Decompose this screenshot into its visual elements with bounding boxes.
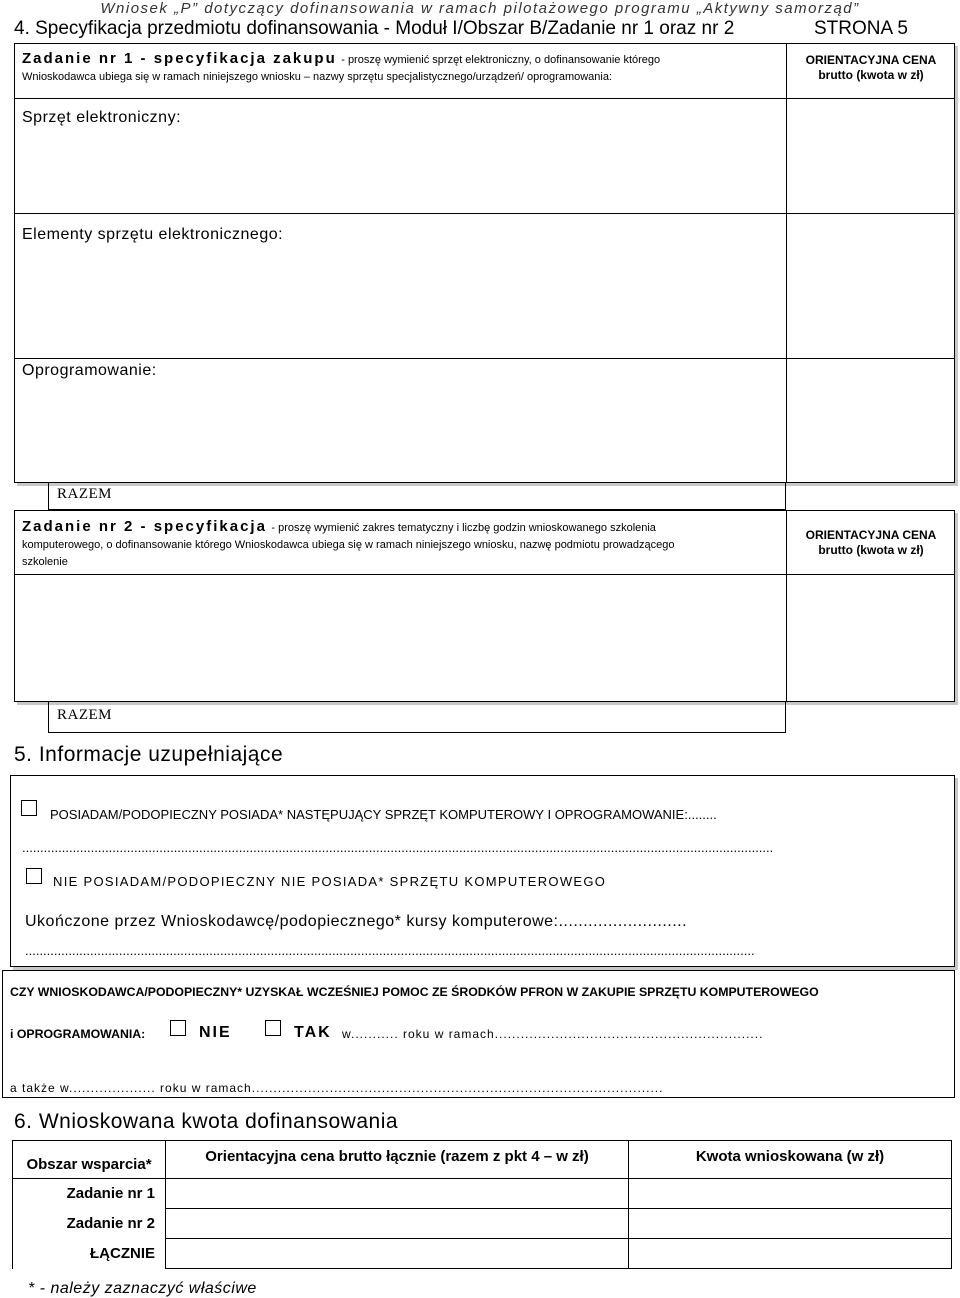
row-label: ŁĄCZNIE: [13, 1239, 166, 1269]
task1-header-divider: [14, 98, 955, 99]
checkbox-has-equipment[interactable]: [21, 800, 37, 816]
task1-header: [22, 51, 782, 85]
amount-cell[interactable]: [629, 1239, 952, 1269]
task1-total-row: [48, 483, 786, 510]
task1-heading: Zadanie nr 1 - specyfikacja zakupu: [22, 50, 337, 67]
table-header-row: [13, 1141, 952, 1179]
yes-details: w........... roku w ramach..............................................................: [342, 1027, 764, 1041]
row-label-software: Oprogramowanie:: [22, 362, 157, 379]
total-label: RAZEM: [57, 486, 112, 502]
task2-description-cont: komputerowego, o dofinansowanie którego Wnioskodawca ubiega się w ramach niniejszego wniosku, nazwę podmiotu prowadzącego: [22, 539, 675, 551]
row-label: Zadanie nr 1: [13, 1179, 166, 1209]
pfron-question: CZY WNIOSKODAWCA/PODOPIECZNY* UZYSKAŁ WCZEŚNIEJ POMOC ZE ŚRODKÓW PFRON W ZAKUPIE SPRZĘTU KOMPUTEROWEGO: [10, 985, 819, 999]
task1-description: - proszę wymienić sprzęt elektroniczny, o dofinansowanie którego: [341, 54, 661, 66]
task1-price-header: [790, 53, 952, 83]
price-label: ORIENTACYJNA CENA: [805, 53, 937, 67]
table-row: [13, 1209, 952, 1239]
option-has-equipment-cont: ................................................................................................................................................................................................................: [22, 840, 774, 855]
amount-cell[interactable]: [629, 1179, 952, 1209]
footnote: * - należy zaznaczyć właściwe: [28, 1280, 257, 1297]
option-no-equipment: NIE POSIADAM/PODOPIECZNY NIE POSIADA* SPRZĘTU KOMPUTEROWEGO: [53, 874, 607, 889]
price-unit-label: brutto (kwota w zł): [818, 543, 924, 557]
checkbox-no-equipment[interactable]: [26, 868, 42, 884]
task1-row-divider: [14, 213, 955, 214]
section4-title-text: 4. Specyfikacja przedmiotu dofinansowania - Moduł I/Obszar B/Zadanie nr 1 oraz nr 2: [14, 18, 735, 39]
task2-header-divider: [14, 574, 955, 575]
price-cell[interactable]: [166, 1179, 629, 1209]
column-header: Orientacyjna cena brutto łącznie (razem z pkt 4 – w zł): [166, 1141, 629, 1179]
task2-header: [22, 519, 782, 570]
also-details: a także w.................... roku w ramach...............................................................................................: [10, 1081, 664, 1095]
task2-total-row: [48, 702, 786, 733]
amount-cell[interactable]: [629, 1209, 952, 1239]
section5-box: [10, 775, 955, 967]
checkbox-yes[interactable]: [265, 1020, 281, 1036]
section5-title: 5. Informacje uzupełniające: [14, 743, 284, 766]
task2-column-divider: [786, 510, 787, 702]
funding-table: [12, 1140, 952, 1269]
row-label-equipment: Sprzęt elektroniczny:: [22, 109, 182, 126]
row-label-equipment-parts: Elementy sprzętu elektronicznego:: [22, 226, 284, 243]
completed-courses: Ukończone przez Wnioskodawcę/podopiecznego* kursy komputerowe:..........................: [25, 913, 688, 930]
page-number: STRONA 5: [814, 18, 908, 39]
price-label: ORIENTACYJNA CENA: [805, 528, 937, 542]
table-row: [13, 1239, 952, 1269]
price-cell[interactable]: [166, 1239, 629, 1269]
task2-description-end: szkolenie: [22, 556, 68, 568]
price-unit-label: brutto (kwota w zł): [818, 68, 924, 82]
option-has-equipment: POSIADAM/PODOPIECZNY POSIADA* NASTĘPUJĄCY SPRZĘT KOMPUTEROWY I OPROGRAMOWANIE:........: [50, 807, 717, 822]
section6-title: 6. Wnioskowana kwota dofinansowania: [14, 1110, 399, 1133]
answer-yes: TAK: [294, 1024, 332, 1041]
section4-title: [14, 18, 944, 42]
task1-column-divider: [786, 43, 787, 483]
completed-courses-cont: ..........................................................................................................................................................................................................: [25, 943, 755, 958]
total-label: RAZEM: [57, 707, 112, 723]
column-header: Kwota wnioskowana (w zł): [629, 1141, 952, 1179]
task1-row-divider: [14, 358, 955, 359]
row-label: Zadanie nr 2: [13, 1209, 166, 1239]
column-header: Obszar wsparcia*: [13, 1141, 166, 1179]
task1-description-cont: Wnioskodawca ubiega się w ramach niniejszego wniosku – nazwy sprzętu specjalistycznego/urządzeń/ oprogramowania:: [22, 71, 613, 83]
table-row: [13, 1179, 952, 1209]
task2-price-header: [790, 528, 952, 558]
checkbox-no[interactable]: [170, 1020, 186, 1036]
pfron-question-cont: i OPROGRAMOWANIA:: [10, 1027, 146, 1041]
price-cell[interactable]: [166, 1209, 629, 1239]
task2-heading: Zadanie nr 2 - specyfikacja: [22, 518, 267, 535]
answer-no: NIE: [199, 1024, 232, 1041]
header-note: Wniosek „P” dotyczący dofinansowania w ramach pilotażowego programu „Aktywny samorząd”: [100, 0, 860, 17]
task2-description: - proszę wymienić zakres tematyczny i liczbę godzin wnioskowanego szkolenia: [271, 522, 656, 534]
